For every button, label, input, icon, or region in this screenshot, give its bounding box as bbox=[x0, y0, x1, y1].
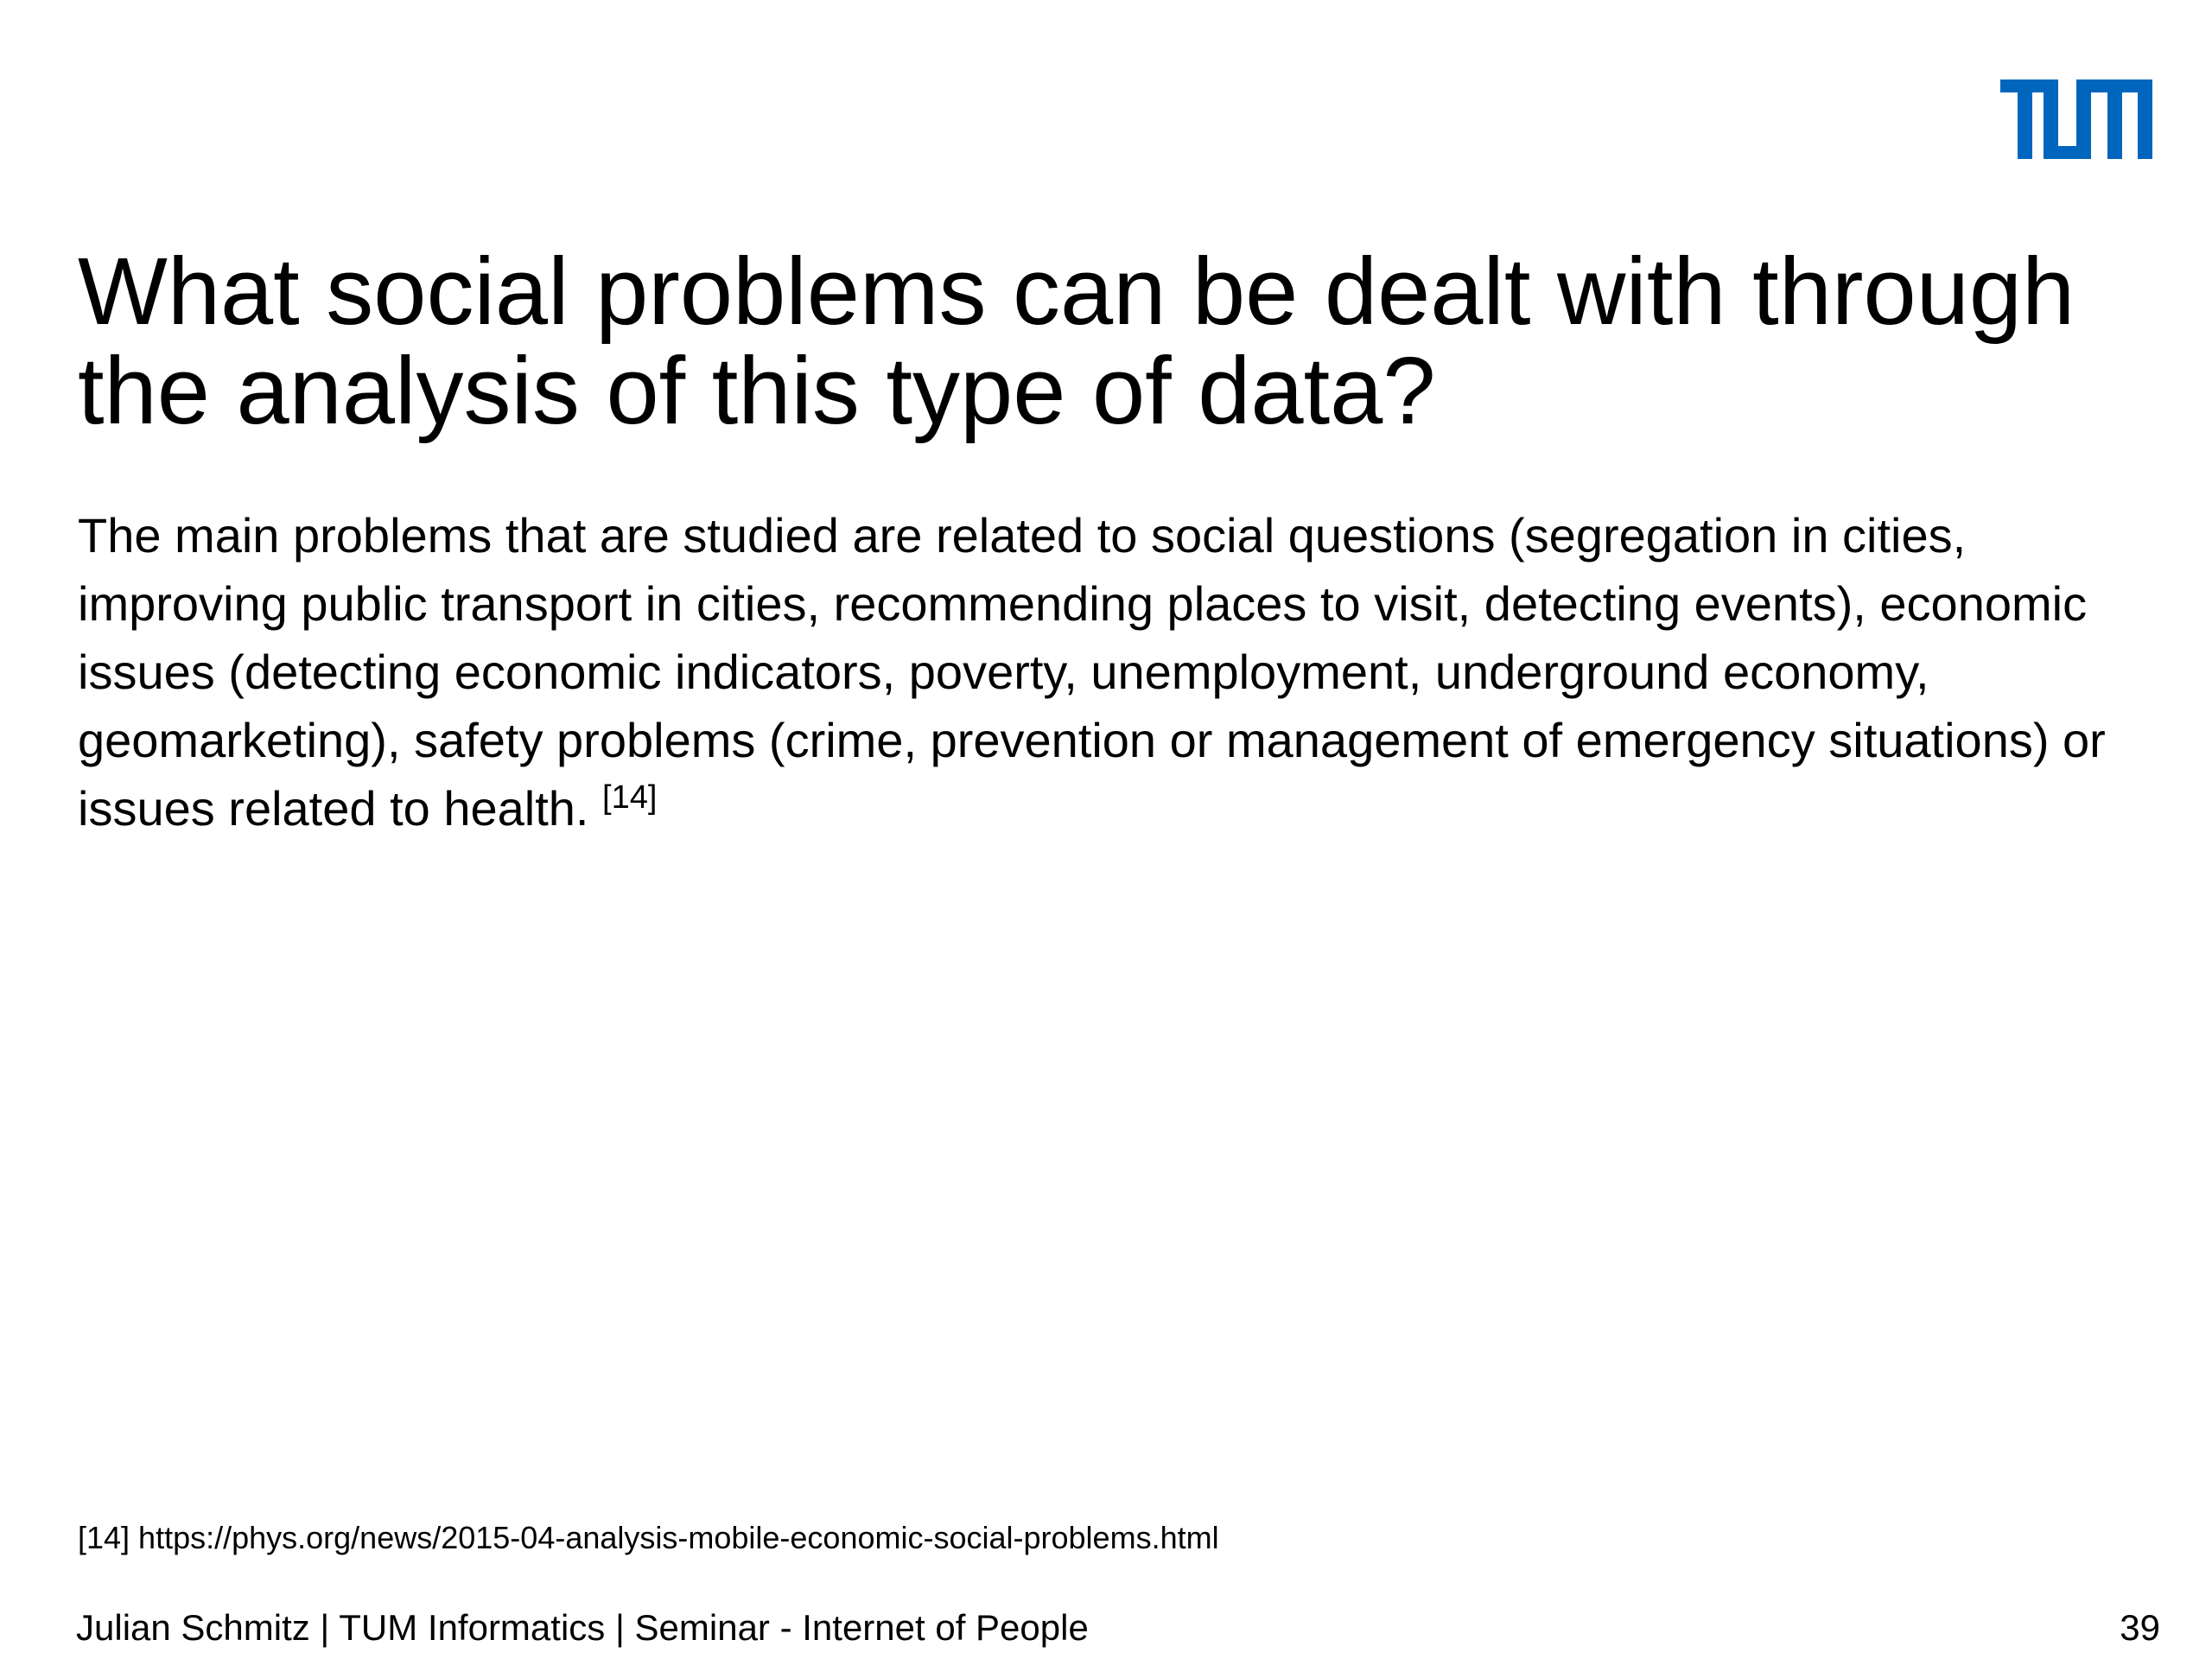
slide-title: What social problems can be dealt with through the analysis of this type of data? bbox=[78, 238, 2075, 444]
slide-body bbox=[78, 501, 2169, 842]
footnote: [14] https://phys.org/news/2015-04-analysis-mobile-economic-social-problems.html bbox=[78, 1520, 1219, 1555]
tum-logo-icon bbox=[2000, 79, 2152, 159]
footer-text: Julian Schmitz | TUM Informatics | Seminar - Internet of People bbox=[76, 1607, 1089, 1648]
reference-marker: [14] bbox=[602, 779, 658, 816]
page-number: 39 bbox=[2120, 1607, 2160, 1648]
body-text: The main problems that are studied are related to social questions (segregation in cities, improving public transport in cities, recommending places to visit, detecting events), economic issues (detecting economic indicators, poverty, unemployment, underground economy, geomarketing), safety problems (crime, prevention or management of emergency situations) or issues related to health. bbox=[78, 508, 2106, 836]
